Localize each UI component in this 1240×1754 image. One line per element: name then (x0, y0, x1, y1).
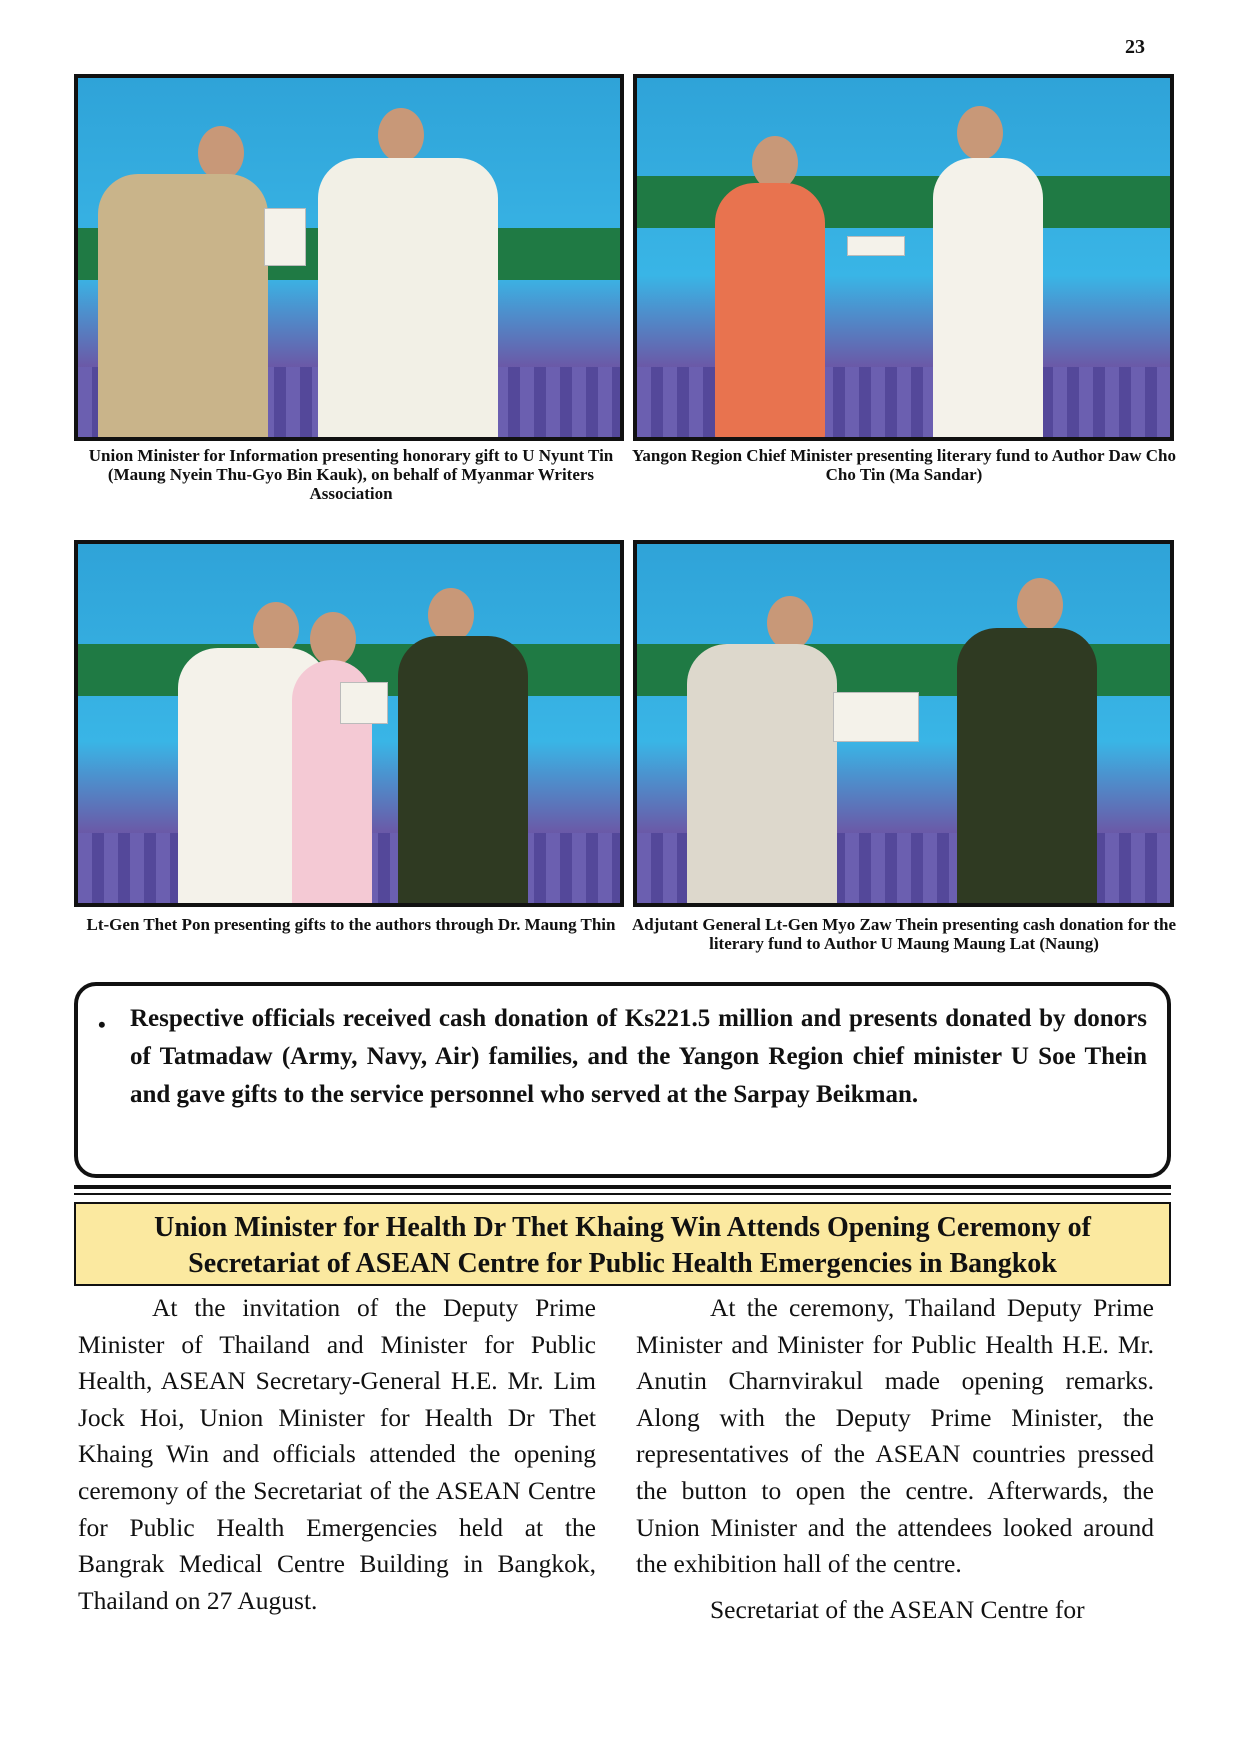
photo-cash-donation (633, 540, 1174, 907)
person-head (378, 108, 424, 162)
photo-caption: Adjutant General Lt-Gen Myo Zaw Thein presenting cash donation for the literary fund to Author U Maung Maung Lat (Naung) (631, 915, 1177, 953)
person-head (957, 106, 1003, 160)
gift-item (264, 208, 306, 266)
divider (74, 1193, 1171, 1195)
person-figure (933, 158, 1043, 441)
gift-item (340, 682, 388, 724)
article-column-right (636, 1290, 1154, 1637)
article-paragraph: At the invitation of the Deputy Prime Minister of Thailand and Minister for Public Health, ASEAN Secretary-General H.E. Mr. Lim Jock Hoi, Union Minister for Health Dr Thet Khaing Win and officials attended the opening ceremony of the Secretariat of the ASEAN Centre for Public Health Emergencies held at the Bangrak Medical Centre Building in Bangkok, Thailand on 27 August. (78, 1293, 596, 1615)
headline-line: Secretariat of ASEAN Centre for Public Health Emergencies in Bangkok (188, 1248, 1057, 1279)
highlight-box (74, 982, 1171, 1178)
person-head (428, 588, 474, 642)
person-figure (98, 174, 268, 441)
photo-caption: Yangon Region Chief Minister presenting literary fund to Author Daw Cho Cho Tin (Ma Sandar) (631, 446, 1177, 484)
article-paragraph: Secretariat of the ASEAN Centre for (710, 1594, 1085, 1624)
person-figure (715, 183, 825, 441)
gift-item (847, 236, 905, 256)
article-headline (74, 1202, 1171, 1286)
photo-literary-fund (633, 74, 1174, 441)
headline-line: Union Minister for Health Dr Thet Khaing Win Attends Opening Ceremony of (154, 1212, 1091, 1243)
person-head (767, 596, 813, 650)
bullet-icon: • (98, 1012, 106, 1037)
person-head (310, 612, 356, 666)
person-head (198, 126, 244, 180)
article-paragraph: At the ceremony, Thailand Deputy Prime Minister and Minister for Public Health H.E. Mr. Anutin Charnvirakul made opening remarks. Along with the Deputy Prime Minister, the representatives of the ASEAN countries pressed the button to open the centre. Afterwards, the Union Minister and the attendees looked around the exhibition hall of the centre. (636, 1293, 1154, 1579)
person-figure (318, 158, 498, 441)
divider (74, 1185, 1171, 1189)
photo-gifts-through-doctor (74, 540, 624, 907)
person-figure (398, 636, 528, 907)
person-figure (957, 628, 1097, 907)
article-column-left (78, 1290, 596, 1628)
highlight-text: Respective officials received cash donation of Ks221.5 million and presents donated by donors of Tatmadaw (Army, Navy, Air) families, and the Yangon Region chief minister U Soe Thein and gave gifts to the service personnel who served at the Sarpay Beikman. (130, 1005, 1147, 1108)
photo-honorary-gift (74, 74, 624, 441)
page-number: 23 (1125, 36, 1145, 58)
person-head (752, 136, 798, 190)
person-head (1017, 578, 1063, 632)
photo-caption: Lt-Gen Thet Pon presenting gifts to the authors through Dr. Maung Thin (86, 915, 616, 934)
person-figure (687, 644, 837, 907)
photo-caption: Union Minister for Information presenting honorary gift to U Nyunt Tin (Maung Nyein Thu-Gyo Bin Kauk), on behalf of Myanmar Writers Association (88, 446, 614, 503)
gift-item (833, 692, 919, 742)
